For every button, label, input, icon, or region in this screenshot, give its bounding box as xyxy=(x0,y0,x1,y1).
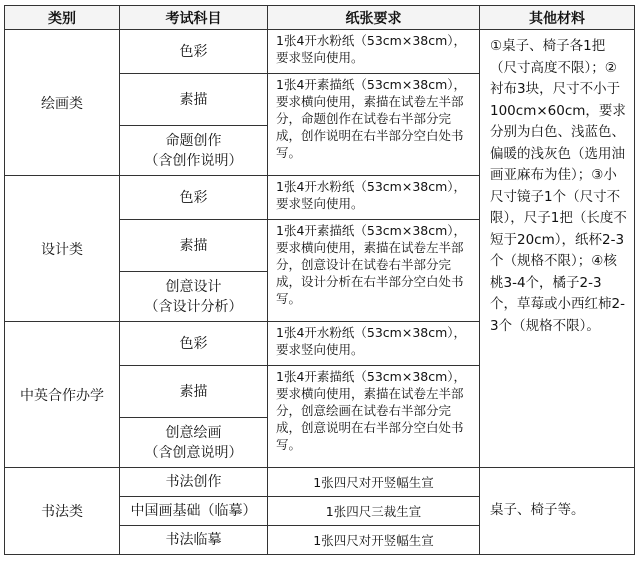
category-calligraphy: 书法类 xyxy=(5,468,120,555)
paper-requirement: 1张4开水粉纸（53cm×38cm），要求竖向使用。 xyxy=(268,30,480,74)
paper-requirement: 1张4开水粉纸（53cm×38cm），要求竖向使用。 xyxy=(268,322,480,366)
subject-cell: 色彩 xyxy=(120,176,268,220)
subject-cell: 色彩 xyxy=(120,322,268,366)
subject-cell: 素描 xyxy=(120,74,268,126)
paper-requirement: 1张4开素描纸（53cm×38cm），要求横向使用，素描在试卷左半部分，命题创作在试卷右半部分完成，创作说明在右半部分空白处书写。 xyxy=(268,74,480,176)
table-row xyxy=(5,468,635,497)
subject-cell: 书法临摹 xyxy=(120,526,268,555)
subject-cell: 色彩 xyxy=(120,30,268,74)
header-category: 类别 xyxy=(5,6,120,30)
subject-cell: 中国画基础（临摹） xyxy=(120,497,268,526)
header-subject: 考试科目 xyxy=(120,6,268,30)
subject-cell: 命题创作 （含创作说明） xyxy=(120,126,268,176)
header-row xyxy=(5,6,635,30)
other-materials-main: ①桌子、椅子各1把（尺寸高度不限）；②衬布3块，尺寸不小于100cm×60cm，要求分别为白色、浅蓝色、偏暖的浅灰色（选用油画亚麻布为佳）；③小尺寸镜子1个（尺寸不限），尺子1把（长度不短于20cm），纸杯2-3个（规格不限）；④核桃3-4个，橘子2-3个，草莓或小西红柿2-3个（规格不限）。 xyxy=(480,30,635,468)
subject-cell: 创意设计 （含设计分析） xyxy=(120,272,268,322)
header-other-materials: 其他材料 xyxy=(480,6,635,30)
subject-cell: 素描 xyxy=(120,220,268,272)
header-paper: 纸张要求 xyxy=(268,6,480,30)
paper-requirement: 1张4开水粉纸（53cm×38cm），要求竖向使用。 xyxy=(268,176,480,220)
category-painting: 绘画类 xyxy=(5,30,120,176)
paper-requirement: 1张四尺对开竖幅生宣 xyxy=(268,468,480,497)
category-sino-british: 中英合作办学 xyxy=(5,322,120,468)
other-materials-calligraphy: 桌子、椅子等。 xyxy=(480,468,635,555)
paper-requirement: 1张四尺三裁生宣 xyxy=(268,497,480,526)
category-design: 设计类 xyxy=(5,176,120,322)
table-row xyxy=(5,30,635,74)
exam-requirements-table xyxy=(4,5,635,555)
paper-requirement: 1张4开素描纸（53cm×38cm），要求横向使用，素描在试卷左半部分，创意设计在试卷右半部分完成，设计分析在右半部分空白处书写。 xyxy=(268,220,480,322)
paper-requirement: 1张4开素描纸（53cm×38cm），要求横向使用，素描在试卷左半部分，创意绘画在试卷右半部分完成，创意说明在右半部分空白处书写。 xyxy=(268,366,480,468)
subject-cell: 创意绘画 （含创意说明） xyxy=(120,418,268,468)
subject-cell: 素描 xyxy=(120,366,268,418)
paper-requirement: 1张四尺对开竖幅生宣 xyxy=(268,526,480,555)
subject-cell: 书法创作 xyxy=(120,468,268,497)
